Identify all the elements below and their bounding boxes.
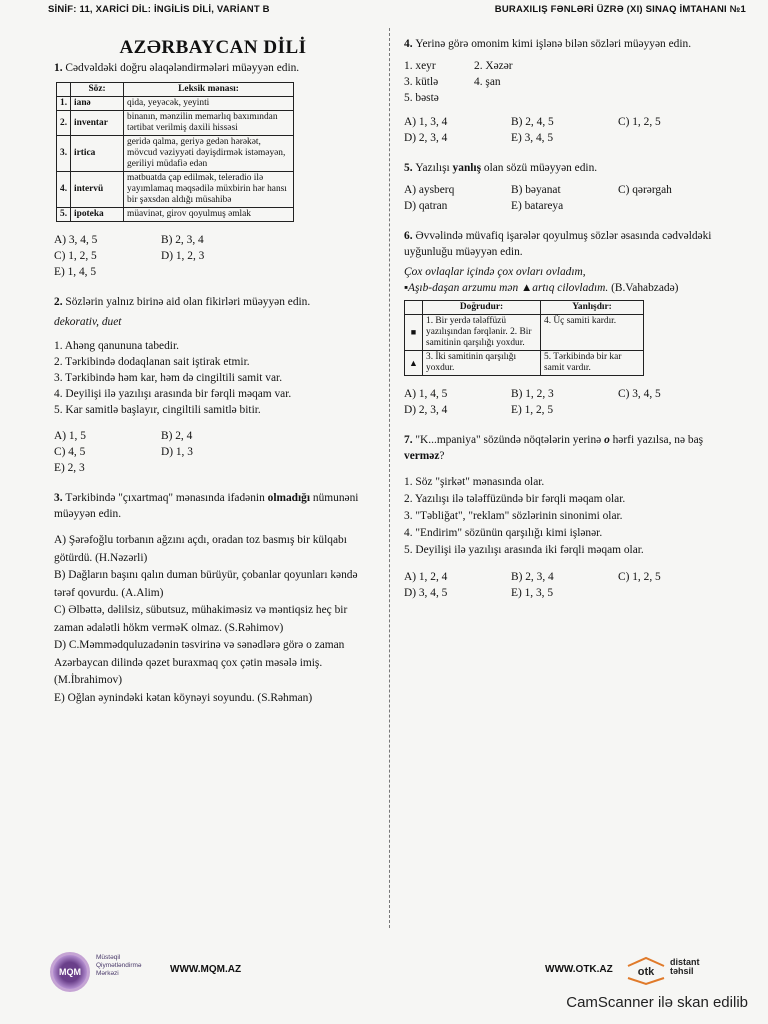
answer-option[interactable]: C) 3, 4, 5 (618, 388, 661, 400)
q5-text-c: olan sözü müəyyən edin. (481, 162, 598, 174)
scanner-watermark: CamScanner ilə skan edilib (566, 994, 748, 1011)
page-header (48, 4, 746, 24)
row-meaning: qida, yeyəcək, yeyinti (124, 97, 294, 111)
q6-quote-line1: Çox ovlaqlar içində çox ovları ovladım, (404, 266, 586, 278)
answer-option[interactable]: A) 1, 5 (54, 430, 86, 442)
answer-option[interactable]: B) 2, 3, 4 (161, 234, 204, 246)
answer-option[interactable]: C) 1, 2, 5 (618, 116, 661, 128)
org-line: Mərkəzi (96, 970, 119, 977)
answer-option[interactable]: A) 1, 4, 5 (404, 388, 448, 400)
row-number: 1. (57, 97, 71, 111)
row-word: inventar (71, 111, 124, 136)
answer-option[interactable]: E) batareya (511, 200, 564, 212)
list-item: 1. Ahəng qanununa tabedir. (54, 340, 179, 352)
q5-answers (404, 182, 736, 214)
q1-header-meaning: Leksik mənası: (124, 83, 294, 97)
q1-number: 1. (54, 62, 63, 74)
answer-option[interactable]: B) 1, 2, 3 (511, 388, 554, 400)
list-item: 5. bəstə (404, 92, 439, 104)
q6-text: Əvvəlində müvafiq işarələr qoyulmuş sözlər əsasında cədvəldəki uyğunluğu müəyyən edin. (404, 230, 712, 258)
answer-option[interactable]: B) 2, 3, 4 (511, 571, 554, 583)
list-item: 2. Tərkibində dodaqlanan sait iştirak etmir. (54, 356, 250, 368)
list-item: 4. Deyilişi ilə yazılışı arasında bir fərqli məqam var. (54, 388, 292, 400)
answer-option[interactable]: E) 2, 3 (54, 462, 85, 474)
answer-option[interactable]: C) 1, 2, 5 (54, 250, 97, 262)
left-column (54, 37, 372, 707)
question-2 (54, 294, 372, 476)
q3-text-emphasis: olmadığı (267, 492, 311, 504)
answer-option[interactable]: B) 2, 4 (161, 430, 193, 442)
q6-header-false: Yanlışdır: (541, 301, 644, 315)
question-1 (54, 60, 372, 280)
row-meaning: geridə qalma, geriyə gedən hərəkət, mövcud vəziyyəti dəyişdirmək istəməyən, geriliyi müdafiə edən (124, 136, 294, 172)
list-item: 3. Tərkibində həm kar, həm də cingiltili samit var. (54, 372, 283, 384)
org-name (96, 954, 142, 978)
q3-text-a: Tərkibində "çıxartmaq" mənasında ifadənin (65, 492, 268, 504)
answer-option[interactable]: E) 1, 2, 5 (511, 404, 554, 416)
q7-text-c: hərfi yazılsa, nə baş (609, 434, 704, 446)
org-line: Müstəqil (96, 954, 121, 961)
answer-option[interactable]: A) aysberq (404, 184, 455, 196)
list-item: 2. Xəzər (474, 60, 513, 72)
page-footer (0, 944, 768, 994)
q7-items (404, 474, 736, 559)
answer-option[interactable]: D) 3, 4, 5 (404, 587, 448, 599)
q7-answers (404, 569, 736, 601)
row-meaning: mətbuatda çap edilmək, teleradio ilə yayımlamaq məqsədilə müxbirin hər hansı bir şəxsdən aldığı müsahibə (124, 172, 294, 208)
table-row (57, 111, 294, 136)
otk-line: təhsil (670, 966, 694, 976)
q6-table (404, 300, 644, 376)
question-5 (404, 160, 736, 214)
answer-option[interactable]: A) 3, 4, 5 (54, 234, 98, 246)
answer-option[interactable]: B) Dağların başını qalın duman bürüyür, çobanlar qoyunları kəndə tərəf qovurdu. (A.Alim) (54, 569, 358, 599)
right-column (404, 36, 736, 601)
table-row (405, 351, 644, 376)
list-item: 4. "Endirim" sözünün qarşılığı kimi işlənər. (404, 527, 603, 539)
answer-option[interactable]: A) Şərəfoğlu torbanın ağzını açdı, oradan toz basmış bir külqabı götürdü. (H.Nəzərli) (54, 534, 347, 564)
q2-number: 2. (54, 296, 63, 308)
answer-option[interactable]: C) 4, 5 (54, 446, 86, 458)
row-number: 3. (57, 136, 71, 172)
table-row (57, 136, 294, 172)
q5-text-a: Yazılışı (415, 162, 453, 174)
answer-option[interactable]: B) bəyanat (511, 184, 561, 196)
row-number: 5. (57, 208, 71, 222)
table-row (57, 172, 294, 208)
logo-abbr: MQM (59, 967, 81, 977)
row-word: ianə (71, 97, 124, 111)
q4-answers (404, 114, 736, 146)
q6-header-true: Doğrudur: (423, 301, 541, 315)
answer-option[interactable]: B) 2, 4, 5 (511, 116, 554, 128)
q2-words: dekorativ, duet (54, 316, 122, 328)
q5-number: 5. (404, 162, 413, 174)
q7-text-a: "K...mpaniya" sözündə nöqtələrin yerinə (415, 434, 605, 446)
q1-text: Cədvəldəki doğru əlaqələndirmələri müəyyən edin. (65, 62, 300, 74)
answer-option[interactable]: D) 2, 3, 4 (404, 404, 448, 416)
list-item: 3. kütlə (404, 76, 439, 88)
list-item: 3. "Təbliğat", "reklam" sözlərinin sinonimi olar. (404, 510, 623, 522)
row-meaning: binanın, mənzilin memarlıq baxımından tərtibat verilmiş daxili hissəsi (124, 111, 294, 136)
q3-number: 3. (54, 492, 63, 504)
q3-options (54, 532, 372, 707)
question-4 (404, 36, 736, 146)
question-6 (404, 228, 736, 418)
answer-option[interactable]: E) Oğlan əynindəki kətan köynəyi soyundu. (S.Rəhman) (54, 691, 313, 704)
row-word: intervü (71, 172, 124, 208)
row-true-cell: 1. Bir yerdə tələffüzü yazılışından fərqlənir. 2. Bir samitinin qarşılığı yoxdur. (423, 315, 541, 351)
q4-text: Yerinə görə omonim kimi işlənə bilən sözləri müəyyən edin. (415, 38, 692, 50)
q7-number: 7. (404, 434, 413, 446)
otk-tagline (670, 958, 700, 976)
answer-option[interactable]: A) 1, 3, 4 (404, 116, 448, 128)
otk-logo-icon (624, 956, 668, 986)
subject-title: AZƏRBAYCAN DİLİ (119, 37, 307, 58)
row-false-cell: 4. Üç samiti kardır. (541, 315, 644, 351)
q1-answers (54, 232, 372, 280)
org-line: Qiymətləndirmə (96, 962, 142, 969)
q2-answers (54, 428, 372, 476)
list-item: 5. Deyilişi ilə yazılışı arasında iki fərqli məqam olar. (404, 544, 644, 556)
answer-option[interactable]: D) 1, 3 (161, 446, 193, 458)
list-item: 5. Kar samitlə başlayır, cingiltili samitlə bitir. (54, 404, 261, 416)
answer-option[interactable]: D) 1, 2, 3 (161, 250, 205, 262)
q6-author: (B.Vahabzadə) (611, 282, 679, 294)
q3-text-c: nümunəni müəyyən edin. (54, 492, 359, 520)
q7-text-letter: o (604, 434, 610, 446)
question-3 (54, 490, 372, 707)
row-false-cell: 5. Tərkibində bir kar samit vardır. (541, 351, 644, 376)
row-word: ipoteka (71, 208, 124, 222)
list-item: 1. Söz "şirkət" mənasında olar. (404, 476, 545, 488)
table-row (405, 315, 644, 351)
q7-text-emphasis: verməz (404, 450, 440, 462)
header-left: SİNİF: 11, XARİCİ DİL: İNGİLİS DİLİ, VARİANT B (48, 4, 270, 15)
mqm-url-link[interactable]: WWW.MQM.AZ (170, 964, 242, 975)
q6-quote-line2 (404, 280, 736, 296)
q5-text-emphasis: yanlış (452, 162, 482, 174)
answer-option[interactable]: C) qərərgah (618, 184, 672, 196)
q6-quote-text: ▪Aşıb-daşan arzumu mən ▲artıq cilovladım. (404, 282, 609, 294)
q7-text-e: ? (439, 450, 445, 462)
row-meaning: müavinət, girov qoyulmuş əmlak (124, 208, 294, 222)
square-marker-icon: ■ (405, 315, 423, 351)
answer-option[interactable]: C) Əlbəttə, dəlilsiz, sübutsuz, mühakiməsiz və məntiqsiz heç bir zaman ədalətli hökm verməK olmaz. (S.Rəhimov) (54, 604, 348, 634)
q2-text: Sözlərin yalnız birinə aid olan fikirləri müəyyən edin. (65, 296, 311, 308)
answer-option[interactable]: D) C.Məmmədquluzadənin təsvirinə və sənədlərə görə o zaman Azərbaycan dilində qəzet buraxmaq çox çətin məsələ imiş. (M.İbrahimov) (54, 639, 345, 686)
otk-abbr: otk (637, 966, 655, 978)
q2-items (54, 338, 372, 418)
q6-answers (404, 386, 736, 418)
row-word: irtica (71, 136, 124, 172)
answer-option[interactable]: E) 3, 4, 5 (511, 132, 554, 144)
table-row (57, 97, 294, 111)
q1-header-word: Söz: (71, 83, 124, 97)
list-item: 2. Yazılışı ilə tələffüzündə bir fərqli məqam olar. (404, 493, 626, 505)
header-right: BURAXILIŞ FƏNLƏRİ ÜZRƏ (XI) SINAQ İMTAHANI №1 (494, 4, 746, 15)
answer-option[interactable]: D) 2, 3, 4 (404, 132, 448, 144)
triangle-marker-icon: ▲ (405, 351, 423, 376)
row-true-cell: 3. İki samitinin qarşılığı yoxdur. (423, 351, 541, 376)
answer-option[interactable]: D) qatran (404, 200, 448, 212)
question-7 (404, 432, 736, 601)
otk-url-link[interactable]: WWW.OTK.AZ (545, 964, 613, 975)
answer-option[interactable]: C) 1, 2, 5 (618, 571, 661, 583)
otk-line: distant (670, 957, 700, 967)
q4-number: 4. (404, 38, 413, 50)
q1-table (56, 82, 294, 222)
mqm-logo-icon (50, 952, 90, 992)
column-divider (389, 28, 390, 928)
table-row (57, 208, 294, 222)
list-item: 1. xeyr (404, 60, 436, 72)
row-number: 4. (57, 172, 71, 208)
row-number: 2. (57, 111, 71, 136)
list-item: 4. şan (474, 76, 501, 88)
answer-option[interactable]: E) 1, 3, 5 (511, 587, 554, 599)
q6-number: 6. (404, 230, 413, 242)
answer-option[interactable]: A) 1, 2, 4 (404, 571, 448, 583)
answer-option[interactable]: E) 1, 4, 5 (54, 266, 97, 278)
q4-words (404, 58, 736, 106)
